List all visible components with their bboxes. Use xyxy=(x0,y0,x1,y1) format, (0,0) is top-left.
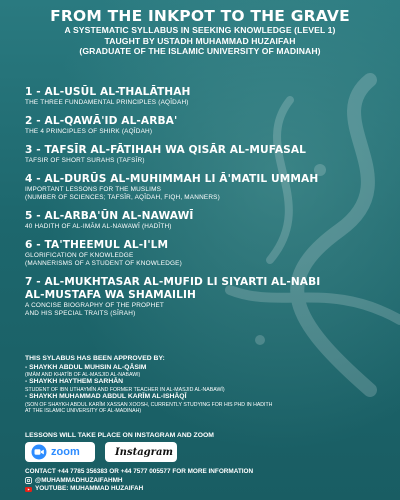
course-title-continued: AL-MUSTAFA WA SHAMAILIH xyxy=(25,289,196,301)
instagram-label: Instagram xyxy=(115,446,173,458)
zoom-badge[interactable] xyxy=(25,442,95,462)
lessons-note: LESSONS WILL TAKE PLACE ON INSTAGRAM AND ZOOM xyxy=(25,432,214,439)
instagram-badge[interactable] xyxy=(105,442,177,462)
course-description: GLORIFICATION OF KNOWLEDGE xyxy=(25,252,134,259)
instagram-small-icon xyxy=(25,477,32,484)
teacher-credential: (GRADUATE OF THE ISLAMIC UNIVERSITY OF MADINAH) xyxy=(79,46,321,56)
course-description: 40 HADITH OF AL-IMĀM AL-NAWAWĪ (HADĪTH) xyxy=(25,223,172,230)
course-description: AND HIS SPECIAL TRAITS (SĪRAH) xyxy=(25,310,136,317)
header xyxy=(0,0,400,57)
approval-heading: THIS SYLABUS HAS BEEN APPROVED BY: xyxy=(25,355,165,362)
course-title: 1 - AL-USŪL AL-THALĀTHAH xyxy=(25,86,191,98)
approval-section xyxy=(25,355,390,415)
scholar-description: STUDENT OF IBN UTHAYMĪN AND FORMER TEACHER IN AL-MASJID AL-NABAWĪ) xyxy=(25,386,225,393)
course-title: 6 - TA'THEEMUL AL-I'LM xyxy=(25,239,169,251)
scholar-description: AT THE ISLAMIC UNIVERSITY OF AL-MADINAH) xyxy=(25,408,142,415)
scholar-description: (SON OF SHAYKH ABDUL KARĪM XASSAN XOOSH, CURRENTLY STUDYING FOR HIS PHD IN HADITH xyxy=(25,401,273,408)
course-description: THE 4 PRINCIPLES OF SHIRK (AQĪDAH) xyxy=(25,128,153,135)
course-description: (MANNERISMS OF A STUDENT OF KNOWLEDGE) xyxy=(25,260,182,267)
page-title: FROM THE INKPOT TO THE GRAVE xyxy=(50,7,350,25)
course-description: IMPORTANT LESSONS FOR THE MUSLIMS xyxy=(25,186,162,193)
course-title: 4 - AL-DURŪS AL-MUHIMMAH LI Ā'MATIL UMMAH xyxy=(25,173,319,185)
scholar-name: - SHAYKH HAYTHEM SARHĀN xyxy=(25,378,124,386)
course-list xyxy=(25,86,380,326)
course-title: 7 - AL-MUKHTASAR AL-MUFID LI SIYARTI AL-NABI xyxy=(25,276,321,288)
youtube-icon xyxy=(25,486,32,493)
instagram-handle: @MUHAMMADHUZAIFAHMH xyxy=(35,476,123,484)
course-item xyxy=(25,239,380,268)
course-description: THE THREE FUNDAMENTAL PRINCIPLES (AQĪDAH) xyxy=(25,99,189,106)
course-title: 5 - AL-ARBA'ŪN AL-NAWAWĪ xyxy=(25,210,194,222)
course-item xyxy=(25,210,380,231)
course-item xyxy=(25,144,380,165)
scholar-name: - SHAYKH ABDUL MUHSIN AL-QĀSIM xyxy=(25,363,147,371)
scholar-description: (IMĀM AND KHATĪB OF AL-MASJID AL-NABAWI) xyxy=(25,372,141,378)
course-description: (NUMBER OF SCIENCES; TAFSĪR, AQĪDAH, FIQH, MANNERS) xyxy=(25,194,220,201)
contact-youtube[interactable] xyxy=(25,485,395,494)
course-item xyxy=(25,115,380,136)
course-title: 3 - TAFSĪR AL-FĀTIHAH WA QISĀR AL-MUFASAL xyxy=(25,144,307,156)
course-item xyxy=(25,276,380,318)
course-title: 2 - AL-QAWĀ'ID AL-ARBA' xyxy=(25,115,178,127)
course-item xyxy=(25,86,380,107)
platform-badges xyxy=(25,442,177,462)
course-description: TAFSIR OF SHORT SURAHS (TAFSĪR) xyxy=(25,157,145,164)
youtube-channel: YOUTUBE: MUHAMMAD HUZAIFAH xyxy=(35,485,144,492)
course-description: A CONCISE BIOGRAPHY OF THE PROPHET xyxy=(25,302,165,309)
zoom-icon xyxy=(31,444,47,460)
zoom-label: zoom xyxy=(51,446,80,458)
teacher-line: TAUGHT BY USTADH MUHAMMAD HUZAIFAH xyxy=(104,35,296,46)
scholar-name: - SHAYKH MUHAMMAD ABDUL KARĪM AL-ISHĀQĪ xyxy=(25,393,187,401)
course-item xyxy=(25,173,380,202)
syllabus-subtitle: A SYSTEMATIC SYLLABUS IN SEEKING KNOWLEDGE (LEVEL 1) xyxy=(64,25,336,35)
contact-section xyxy=(25,468,395,494)
contact-instagram[interactable] xyxy=(25,477,395,486)
contact-phone: CONTACT +44 7785 356383 OR +44 7577 005577 FOR MORE INFORMATION xyxy=(25,468,254,475)
